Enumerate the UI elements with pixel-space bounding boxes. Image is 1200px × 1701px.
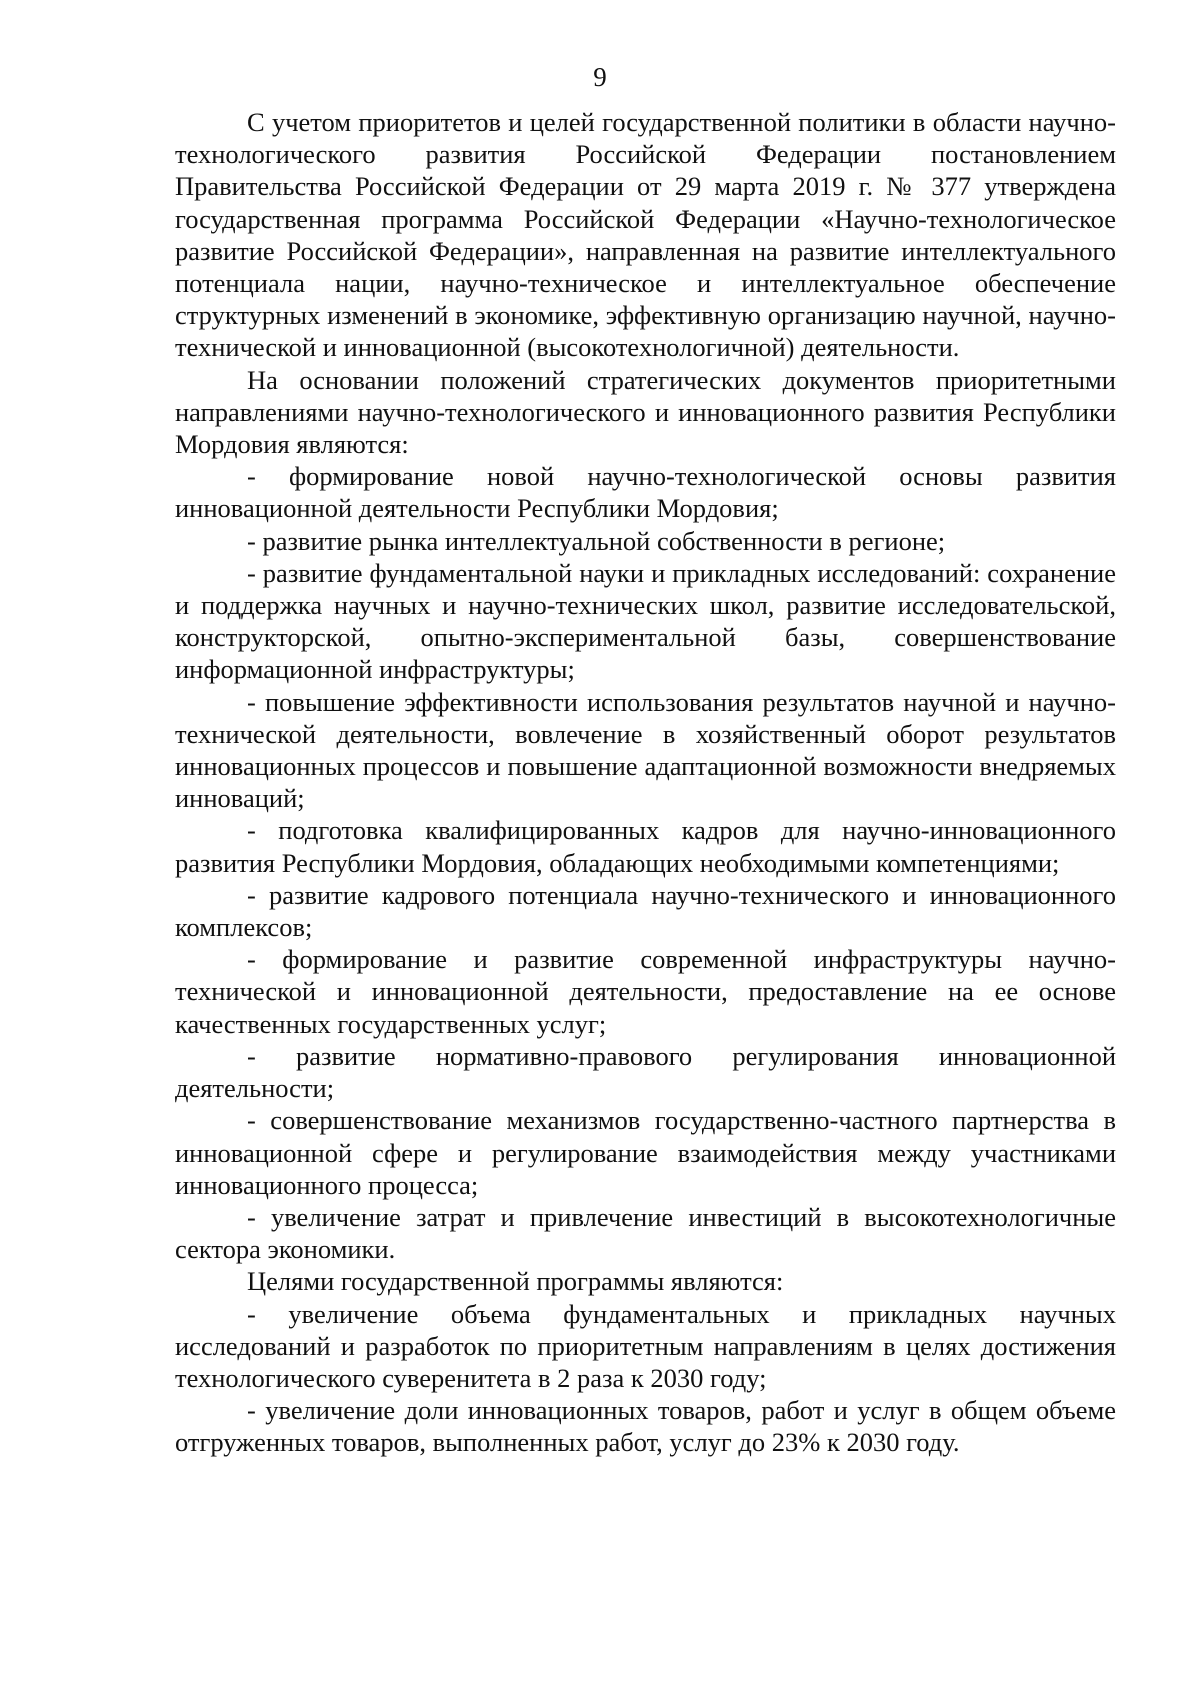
- list-item-regulation: - развитие нормативно-правового регулирования инновационной деятельности;: [175, 1040, 1116, 1104]
- list-item-personnel-training: - подготовка квалифицированных кадров для научно-инновационного развития Республики Мордовия, обладающих необходимыми компетенциями;: [175, 815, 1116, 878]
- list-item-efficiency: - повышение эффективности использования результатов научной и научно-технической деятельности, вовлечение в хозяйственный оборот результатов инновационных процессов и повышение адаптационной возможности внедряемых инноваций;: [175, 686, 1116, 814]
- list-item-infrastructure: - формирование и развитие современной инфраструктуры научно-технической и инновационной деятельности, предоставление на ее основе качественных государственных услуг;: [175, 944, 1116, 1039]
- page-number: 9: [593, 62, 607, 92]
- list-item-investments: - увеличение затрат и привлечение инвестиций в высокотехнологичные сектора экономики.: [175, 1201, 1116, 1265]
- paragraph-program-intro: С учетом приоритетов и целей государственной политики в области научно-технологического развития Российской Федерации постановлением Правительства Российской Федерации от 29 марта 2019 г. № 377 утверждена государственная программа Российской Федерации «Научно-технологическое развитие Российской Федерации», направленная на развитие интеллектуального потенциала нации, научно-техническое и интеллектуальное обеспечение структурных изменений в экономике, эффективную организацию научной, научно-технической и инновационной (высокотехнологичной) деятельности.: [175, 107, 1116, 363]
- list-item-innovation-basis: - формирование новой научно-технологической основы развития инновационной деятельности Республики Мордовия;: [175, 461, 1116, 524]
- document-body: [175, 106, 1116, 1459]
- paragraph-goals-intro: Целями государственной программы являются:: [247, 1266, 784, 1297]
- paragraph-priorities-intro: На основании положений стратегических документов приоритетными направлениями научно-технологического и инновационного развития Республики Мордовия являются:: [175, 364, 1116, 460]
- list-item-fundamental-science: - развитие фундаментальной науки и прикладных исследований: сохранение и поддержка научных и научно-технических школ, развитие исследовательской, конструкторской, опытно-экспериментальной базы, совершенствование информационной инфраструктуры;: [175, 557, 1116, 685]
- list-item-partnership: - совершенствование механизмов государственно-частного партнерства в инновационной сфере и регулирование взаимодействия между участниками инновационного процесса;: [175, 1105, 1116, 1200]
- list-item-personnel-potential: - развитие кадрового потенциала научно-технического и инновационного комплексов;: [175, 879, 1116, 943]
- list-item-goal-research-volume: - увеличение объема фундаментальных и прикладных научных исследований и разработок по приоритетным направлениям в целях достижения технологического суверенитета в 2 раза к 2030 году;: [175, 1298, 1116, 1393]
- list-item-ip-market: - развитие рынка интеллектуальной собственности в регионе;: [247, 525, 946, 556]
- list-item-goal-innovative-goods: - увеличение доли инновационных товаров, работ и услуг в общем объеме отгруженных товаров, выполненных работ, услуг до 23% к 2030 году.: [175, 1395, 1116, 1458]
